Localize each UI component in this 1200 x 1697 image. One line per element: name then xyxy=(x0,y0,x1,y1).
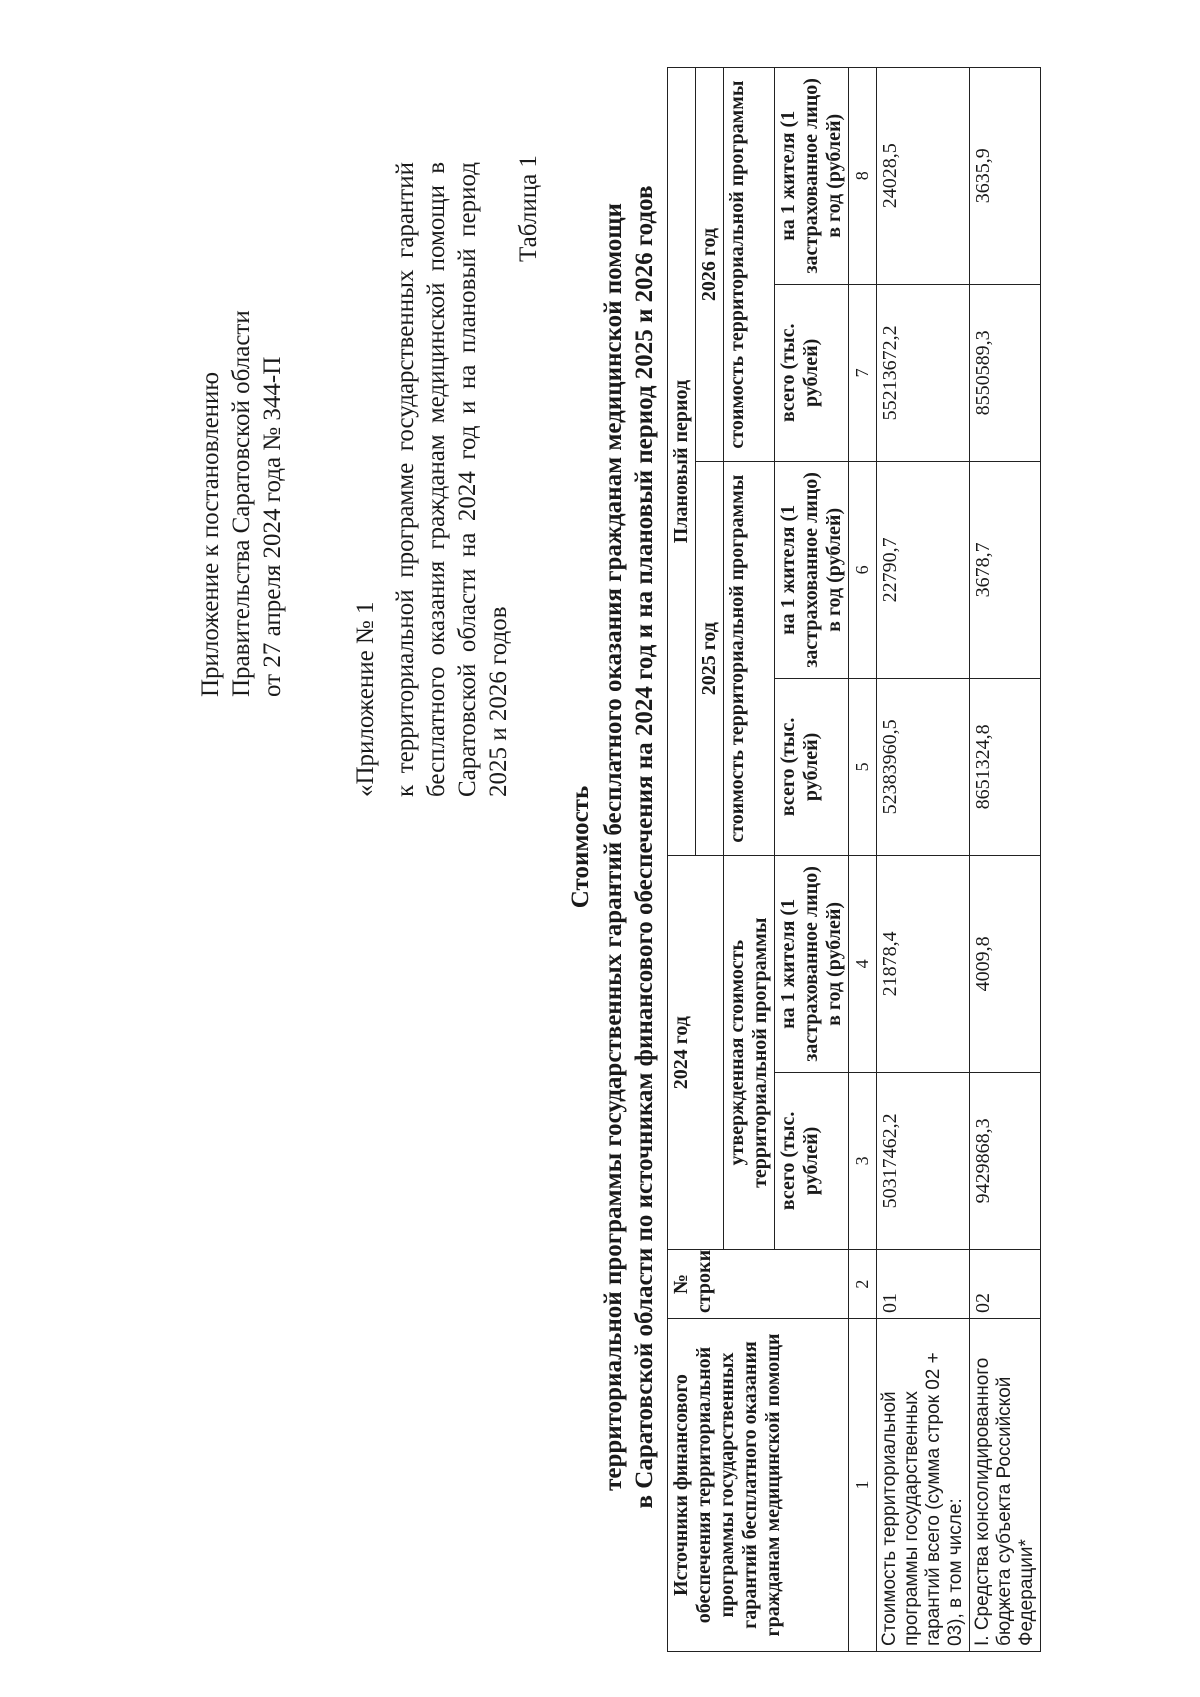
header-year-2026: 2026 год xyxy=(696,68,724,462)
program-appendix-title: «Приложение № 1 xyxy=(352,601,379,797)
row-total-2025: 8651324,8 xyxy=(970,678,1041,856)
row-total-2025: 52383960,5 xyxy=(877,678,970,856)
header-year-2024: 2024 год xyxy=(668,856,724,1250)
title-line: в Саратовской области по источникам финансового обеспечения на 2024 год и на плановый период 2025 и 2026 годов xyxy=(631,185,658,1509)
header-source: Источники финансового обеспечения территориальной программы государственных гарантий бесплатного оказания гражданам медицинской помощи xyxy=(668,1319,849,1652)
column-number: 2 xyxy=(849,1250,877,1319)
title-line: территориальной программы государственных гарантий бесплатного оказания гражданам медицинской помощи xyxy=(600,203,627,1491)
header-approved-cost: утвержденная стоимость территориальной программы xyxy=(724,856,775,1250)
row-per-capita-2026: 3635,9 xyxy=(970,68,1041,285)
program-appendix-text: к территориальной программе государственных гарантий бесплатного оказания гражданам медицинской помощи в Саратовской области на 2024 год и на плановый период 2025 и 2026 годов xyxy=(392,162,512,797)
row-code: 02 xyxy=(970,1250,1041,1319)
header-per-capita-2025: на 1 жителя (1 застрахованное лицо) в год (рублей) xyxy=(775,462,849,678)
row-total-2026: 8550589,3 xyxy=(970,284,1041,462)
table-row xyxy=(970,68,1041,1652)
table-row xyxy=(877,68,970,1652)
row-per-capita-2025: 3678,7 xyxy=(970,462,1041,678)
header-total-2024: всего (тыс. рублей) xyxy=(775,1072,849,1250)
program-appendix-block xyxy=(350,162,514,797)
appendix-line: от 27 апреля 2024 года № 344-П xyxy=(259,356,286,697)
cost-table xyxy=(667,67,1041,1652)
row-per-capita-2024: 21878,4 xyxy=(877,856,970,1072)
column-number: 5 xyxy=(849,678,877,856)
header-total-2026: всего (тыс. рублей) xyxy=(775,284,849,462)
row-per-capita-2026: 24028,5 xyxy=(877,68,970,285)
header-planning-period: Плановый период xyxy=(668,68,696,856)
row-per-capita-2025: 22790,7 xyxy=(877,462,970,678)
title-line: Стоимость xyxy=(567,785,594,909)
column-number: 7 xyxy=(849,284,877,462)
row-total-2026: 55213672,2 xyxy=(877,284,970,462)
row-source: Стоимость территориальной программы государственных гарантий всего (сумма строк 02 + 03), в том числе: xyxy=(877,1319,970,1652)
row-source: I. Средства консолидированного бюджета субъекта Российской Федерации* xyxy=(970,1319,1041,1652)
row-per-capita-2024: 4009,8 xyxy=(970,856,1041,1072)
column-number-row xyxy=(849,68,877,1652)
document-title xyxy=(565,57,660,1637)
row-total-2024: 50317462,2 xyxy=(877,1072,970,1250)
header-cost-2025: стоимость территориальной программы xyxy=(724,462,775,856)
header-per-capita-2026: на 1 жителя (1 застрахованное лицо) в год (рублей) xyxy=(775,68,849,285)
column-number: 6 xyxy=(849,462,877,678)
column-number: 1 xyxy=(849,1319,877,1652)
header-year-2025: 2025 год xyxy=(696,462,724,856)
column-number: 3 xyxy=(849,1072,877,1250)
appendix-line: Приложение к постановлению xyxy=(197,371,224,697)
row-code: 01 xyxy=(877,1250,970,1319)
table-label: Таблица 1 xyxy=(515,155,542,262)
appendix-line: Правительства Саратовской области xyxy=(228,310,255,697)
header-cost-2026: стоимость территориальной программы xyxy=(724,68,775,462)
row-total-2024: 9429868,3 xyxy=(970,1072,1041,1250)
column-number: 8 xyxy=(849,68,877,285)
appendix-header xyxy=(195,177,288,697)
column-number: 4 xyxy=(849,856,877,1072)
header-per-capita-2024: на 1 жителя (1 застрахованное лицо) в год (рублей) xyxy=(775,856,849,1072)
header-total-2025: всего (тыс. рублей) xyxy=(775,678,849,856)
header-row-number: № строки xyxy=(668,1250,849,1319)
